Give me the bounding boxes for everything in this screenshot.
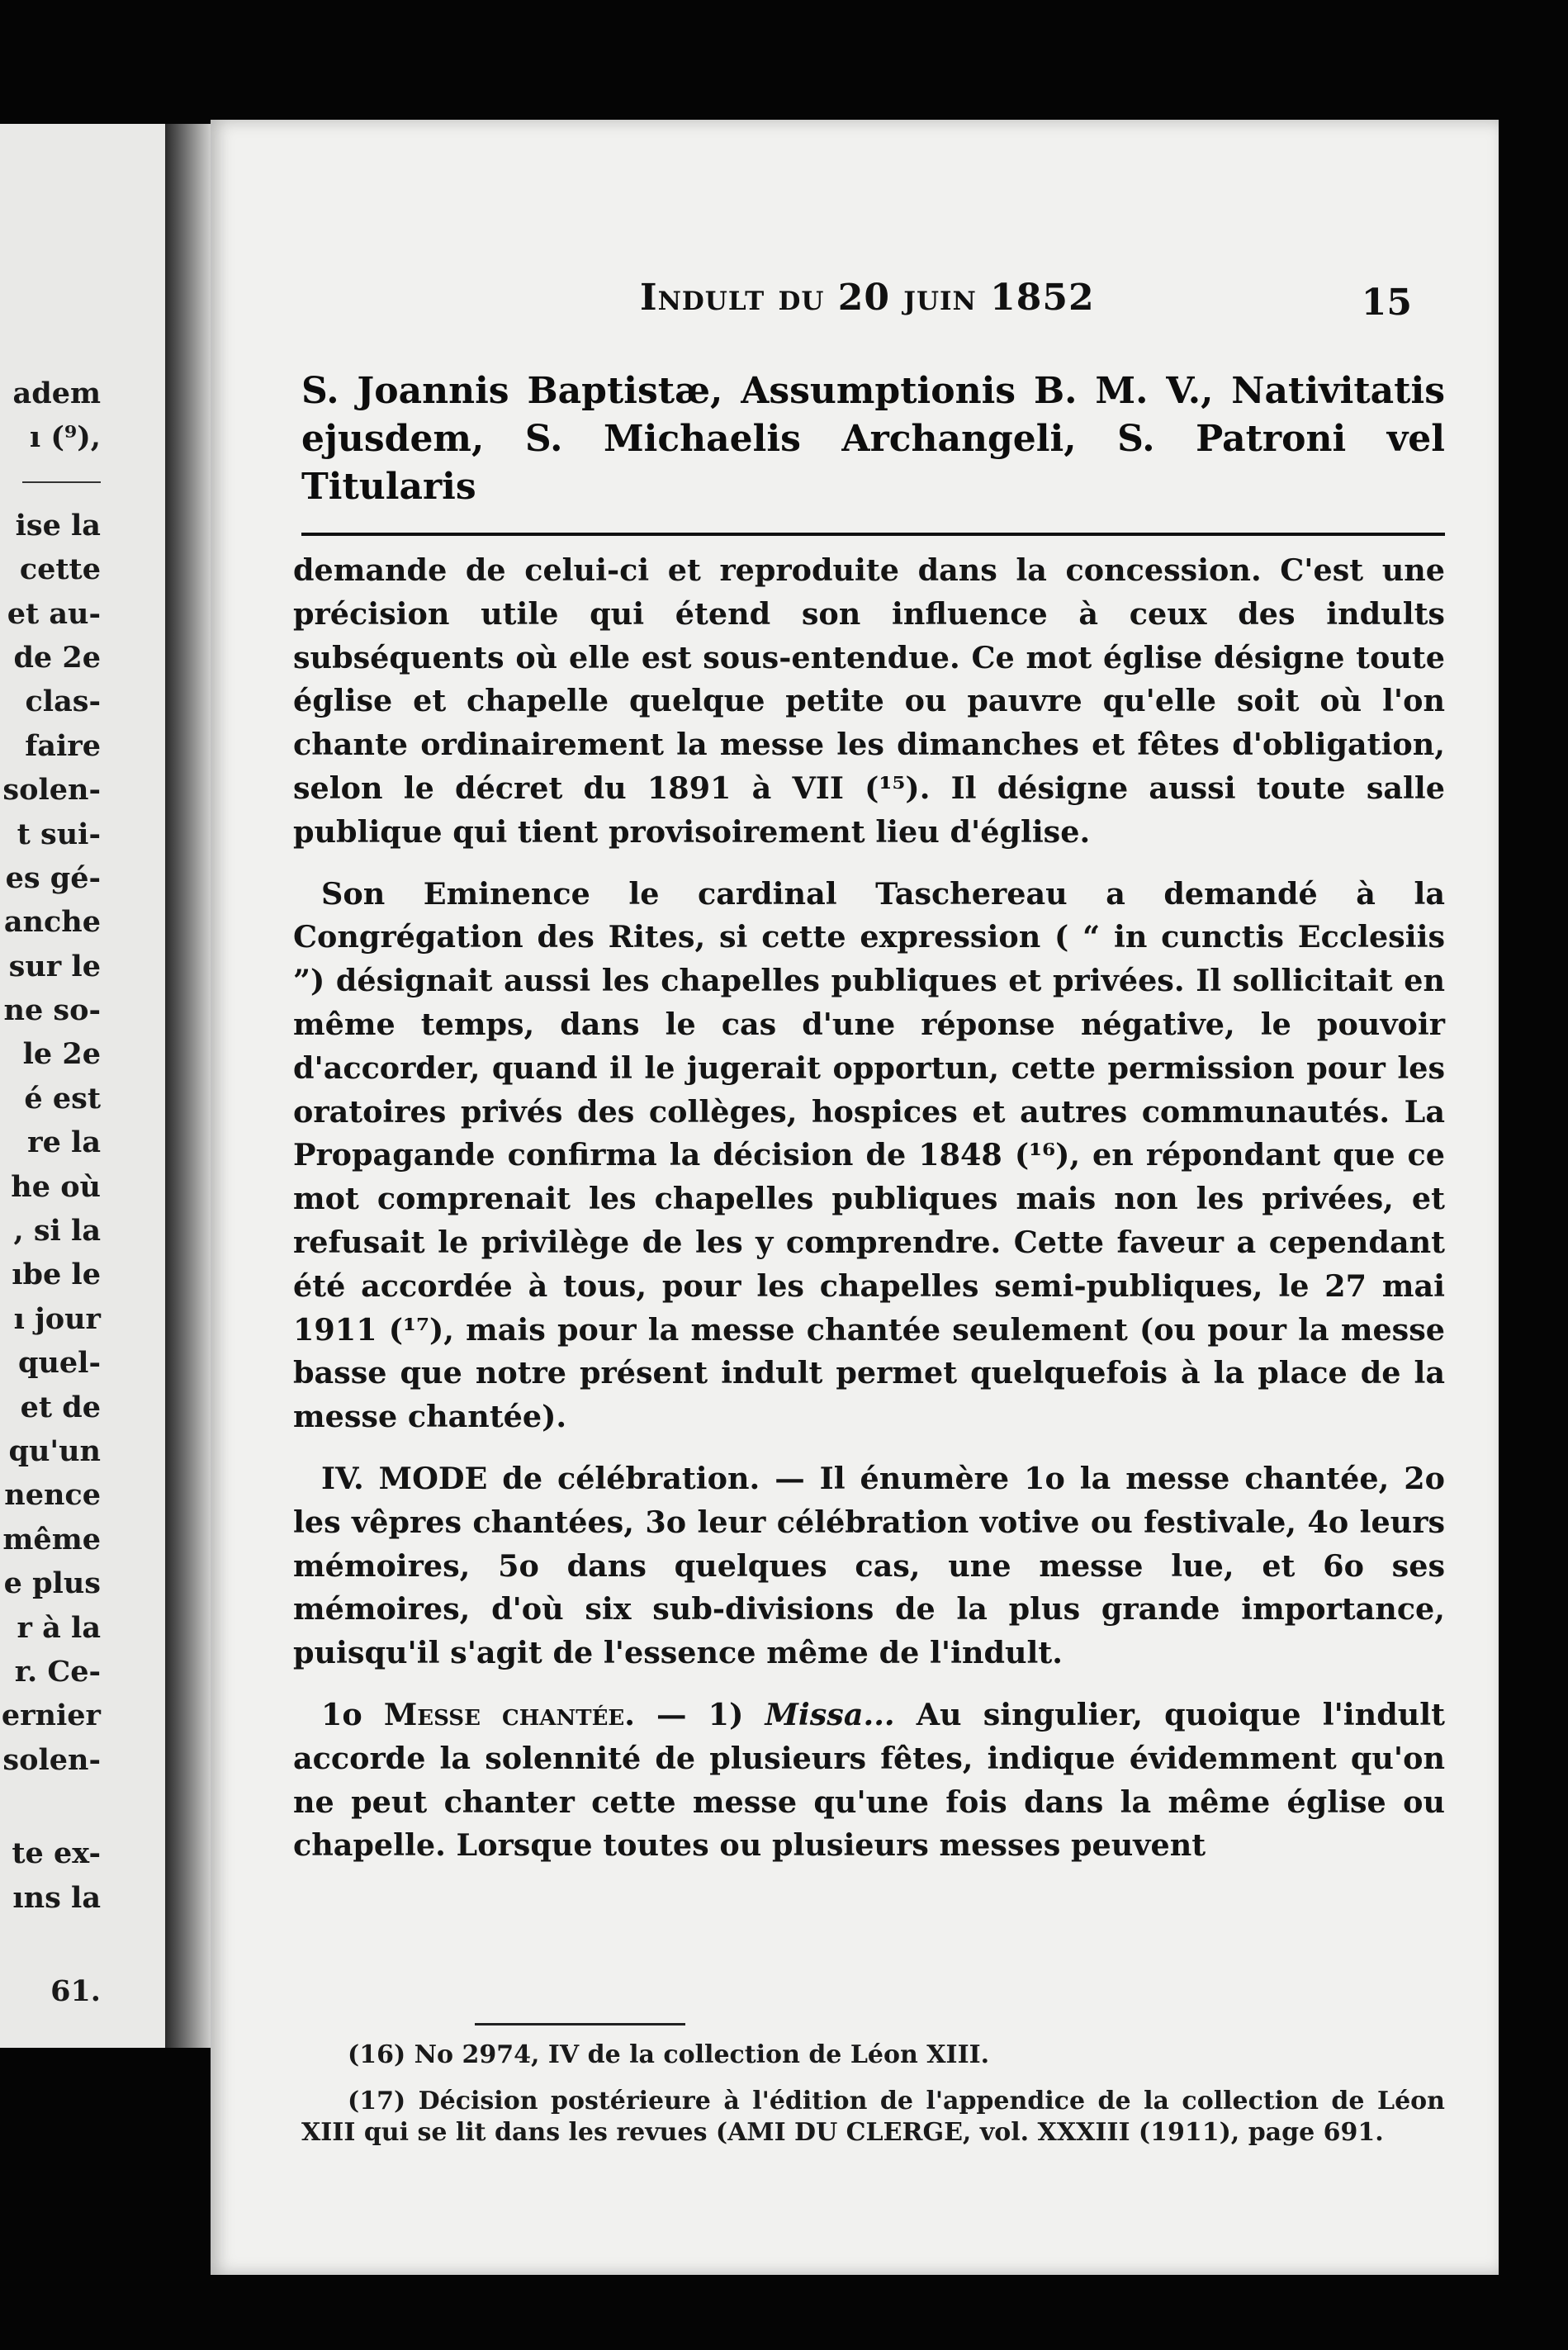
left-fragment: faire xyxy=(25,728,101,763)
footnotes xyxy=(301,2040,1445,2163)
left-fragment: e plus xyxy=(3,1566,101,1601)
paragraph-messe-chantee xyxy=(293,1694,1445,1868)
left-gap xyxy=(2,1782,101,1831)
left-fragment: et au- xyxy=(7,596,101,631)
left-fragment: sur le xyxy=(8,949,101,983)
section-number: 1o xyxy=(321,1696,384,1732)
left-fragment: solen- xyxy=(2,773,101,808)
left-fragment: de 2e xyxy=(13,640,101,675)
left-fragment: es gé- xyxy=(5,860,101,895)
left-page-fragments xyxy=(2,372,101,2013)
running-head xyxy=(640,277,1095,319)
footnote: (16) No 2974, IV de la collection de Léon XIII. xyxy=(348,2040,990,2069)
left-fragment: ı (⁹), xyxy=(29,420,101,455)
left-fragment: ernier xyxy=(1,1699,101,1733)
left-fragment: cette xyxy=(19,552,101,587)
left-fragment: anche xyxy=(3,905,101,940)
left-fragment: t sui- xyxy=(17,817,101,851)
running-head-year: 1852 xyxy=(990,277,1095,319)
latin-heading: S. Joannis Baptistæ, Assumptionis B. M. V., Nativitatis ejusdem, S. Michaelis Archangeli, S. Patroni vel Titularis xyxy=(301,370,1445,508)
left-fragment: é est xyxy=(24,1081,101,1116)
body-text xyxy=(293,549,1445,1868)
running-head-date: 20 xyxy=(837,277,890,319)
heading-rule xyxy=(301,533,1445,536)
left-fragment: ı jour xyxy=(13,1301,101,1336)
running-head-prefix: Indult du xyxy=(640,277,838,319)
left-page-edge xyxy=(0,124,165,2048)
left-fragment: adem xyxy=(12,377,101,410)
left-fragment: quel- xyxy=(17,1346,101,1381)
section-dash: — 1) xyxy=(634,1696,765,1732)
page-number: 15 xyxy=(1361,282,1412,324)
paragraph: IV. MODE de célébration. — Il énumère 1o la messe chantée, 2o les vêpres chantées, 3o leur célébration votive ou festivale, 4o leurs mémoires, 5o dans quelques cas, une messe lue, et 6o ses mémoires, d'où six sub-divisions de la plus grande importance, puisqu'il s'agit de l'essence même de l'indult. xyxy=(293,1460,1445,1671)
left-fragment: ıns la xyxy=(12,1880,101,1915)
left-fragment: ne so- xyxy=(3,993,101,1028)
left-fragment: qu'un xyxy=(8,1433,101,1468)
left-fragment: le 2e xyxy=(22,1037,101,1072)
section-body: Au singulier, quoique l'indult accorde la solennité de plusieurs fêtes, indique évidemment qu'on ne peut chanter cette messe qu'une fois dans la même église ou chapelle. Lorsque toutes ou plusieurs messes peuvent xyxy=(293,1696,1445,1864)
left-fragment: nence xyxy=(4,1478,101,1513)
left-fragment: , si la xyxy=(13,1214,101,1248)
left-fragment: r. Ce- xyxy=(14,1654,101,1689)
running-head-month: juin xyxy=(889,277,991,319)
left-fragment: he où xyxy=(11,1169,101,1204)
footnote-rule xyxy=(475,2023,685,2025)
left-fragment: clas- xyxy=(25,685,101,719)
left-fragment: ıbe le xyxy=(12,1258,101,1292)
left-fragment: ise la xyxy=(15,508,101,542)
left-fragment: solen- xyxy=(2,1742,101,1777)
book-gutter xyxy=(165,124,211,2048)
left-rule xyxy=(22,481,101,483)
section-latin-term: Missa... xyxy=(765,1696,895,1732)
left-folio: 61. xyxy=(50,1973,101,2008)
footnote: (17) Décision postérieure à l'édition de l'appendice de la collection de Léon XIII qui se lit dans les revues (AMI DU CLERGE, vol. XXXIII (1911), page 691. xyxy=(301,2087,1445,2147)
left-gap xyxy=(2,1920,101,1969)
book-page xyxy=(211,120,1499,2275)
left-fragment: et de xyxy=(20,1390,101,1424)
section-title: Messe chantée. xyxy=(383,1696,635,1732)
paragraph: demande de celui-ci et reproduite dans la concession. C'est une précision utile qui étend son influence à ceux des indults subséquents où elle est sous-entendue. Ce mot église désigne toute église et chapelle quelque petite ou pauvre qu'elle soit où l'on chante ordinairement la messe les dimanches et fêtes d'obligation, selon le décret du 1891 à VII (¹⁵). Il désigne aussi toute salle publique qui tient provisoirement lieu d'église. xyxy=(293,552,1445,850)
paragraph: Son Eminence le cardinal Taschereau a demandé à la Congrégation des Rites, si cette expression ( “ in cunctis Ecclesiis ”) désignait aussi les chapelles publiques et privées. Il sollicitait en même temps, dans le cas d'une réponse négative, le pouvoir d'accorder, quand il le jugerait opportun, cette permission pour les oratoires privés des collèges, hospices et autres communautés. La Propagande confirma la décision de 1848 (¹⁶), en répondant que ce mot comprenait les chapelles publiques mais non les privées, et refusait le privilège de les y comprendre. Cette faveur a cependant été accordée à tous, pour les chapelles semi-publiques, le 27 mai 1911 (¹⁷), mais pour la messe chantée seulement (ou pour la messe basse que notre présent indult permet quelquefois à la place de la messe chantée). xyxy=(293,875,1445,1435)
left-fragment: même xyxy=(2,1522,101,1556)
left-fragment: re la xyxy=(27,1125,101,1160)
left-fragment: te ex- xyxy=(12,1836,101,1871)
left-fragment: r à la xyxy=(17,1610,101,1645)
